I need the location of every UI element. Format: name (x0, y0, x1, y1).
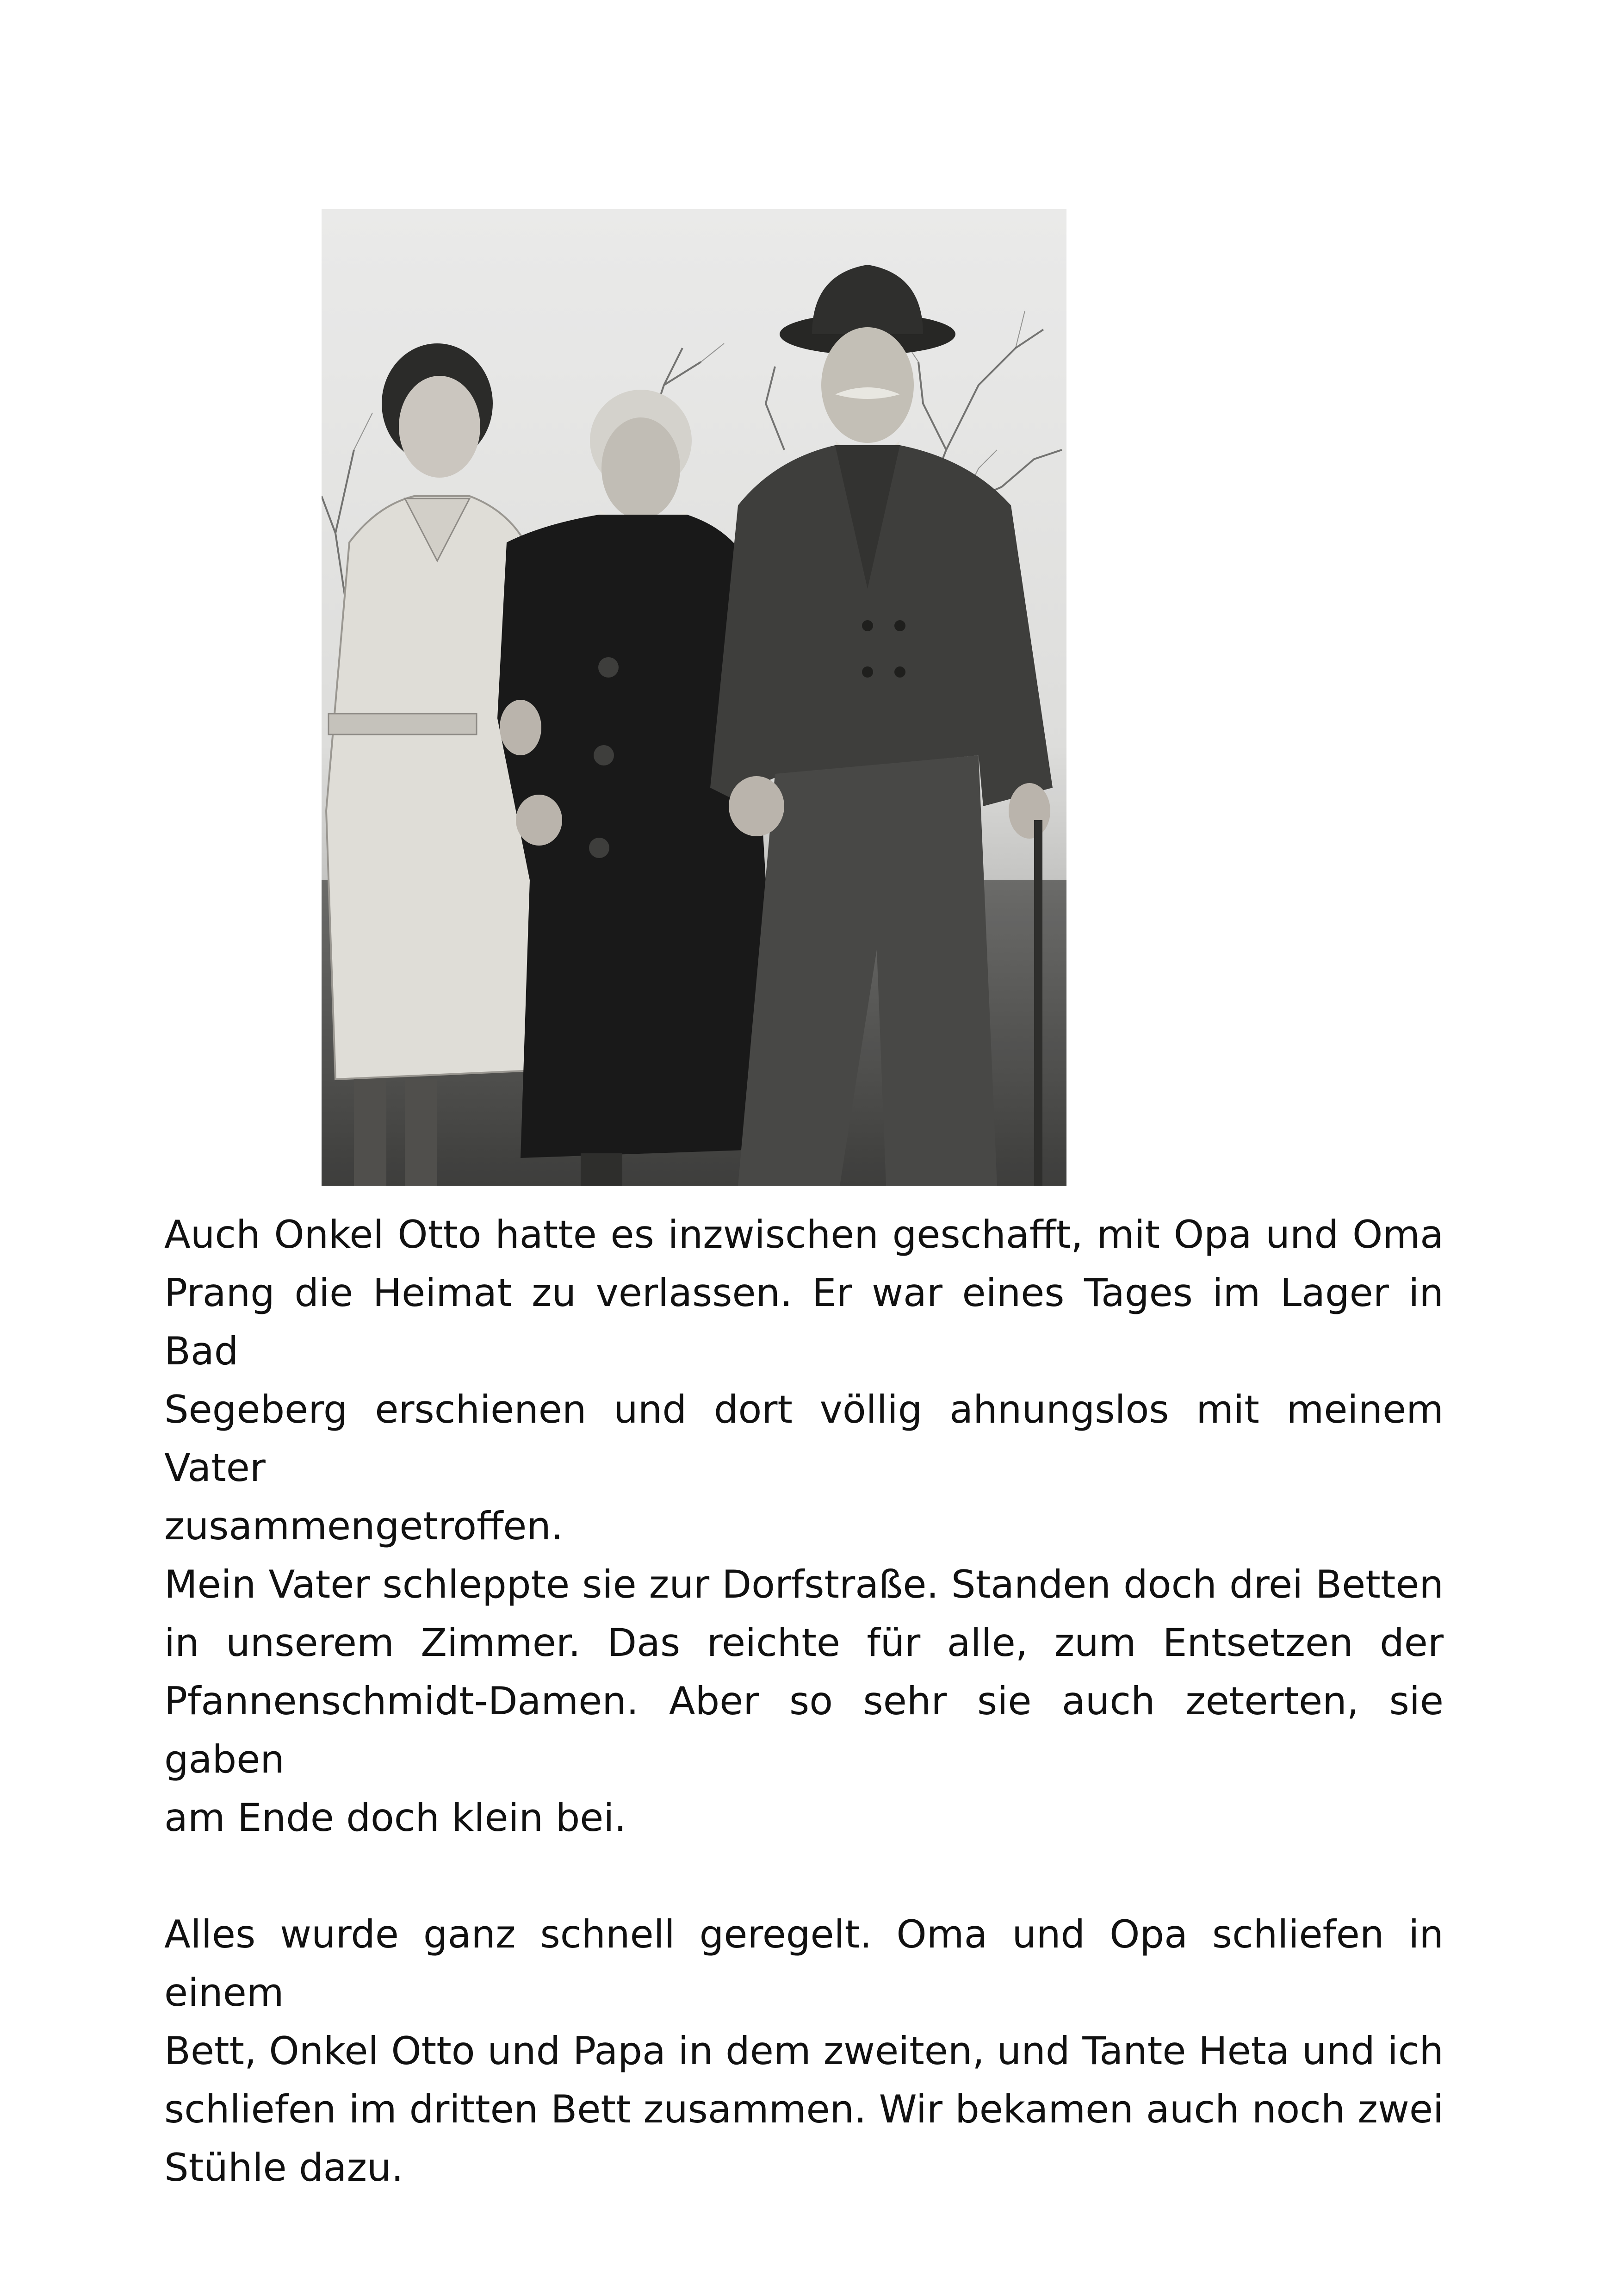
text-line: Mein Vater schleppte sie zur Dorfstraße. Standen doch drei Betten (164, 1562, 1444, 1607)
text-line: Prang die Heimat zu verlassen. Er war eines Tages im Lager in Bad (164, 1270, 1444, 1374)
text-line: am Ende doch klein bei. (164, 1795, 626, 1840)
text-line: schliefen im dritten Bett zusammen. Wir bekamen auch noch zwei (164, 2087, 1444, 2132)
text-line: Alles wurde ganz schnell geregelt. Oma und Opa schliefen in einem (164, 1912, 1444, 2015)
paragraph-spacer (164, 1847, 1444, 1905)
text-line: Bett, Onkel Otto und Papa in dem zweiten, und Tante Heta und ich (164, 2028, 1444, 2073)
story-text (164, 1206, 1444, 2197)
text-line: zusammengetroffen. (164, 1504, 564, 1549)
text-line: Auch Onkel Otto hatte es inzwischen geschafft, mit Opa und Oma (164, 1212, 1444, 1257)
text-line: Segeberg erschienen und dort völlig ahnungslos mit meinem Vater (164, 1387, 1444, 1490)
text-line: Stühle dazu. (164, 2145, 404, 2190)
family-photo (322, 209, 1066, 1186)
text-line: Pfannenschmidt-Damen. Aber so sehr sie auch zeterten, sie gaben (164, 1679, 1444, 1782)
text-line: in unserem Zimmer. Das reichte für alle, zum Entsetzen der (164, 1620, 1444, 1665)
photo-of-three-people-icon (322, 209, 1066, 1186)
